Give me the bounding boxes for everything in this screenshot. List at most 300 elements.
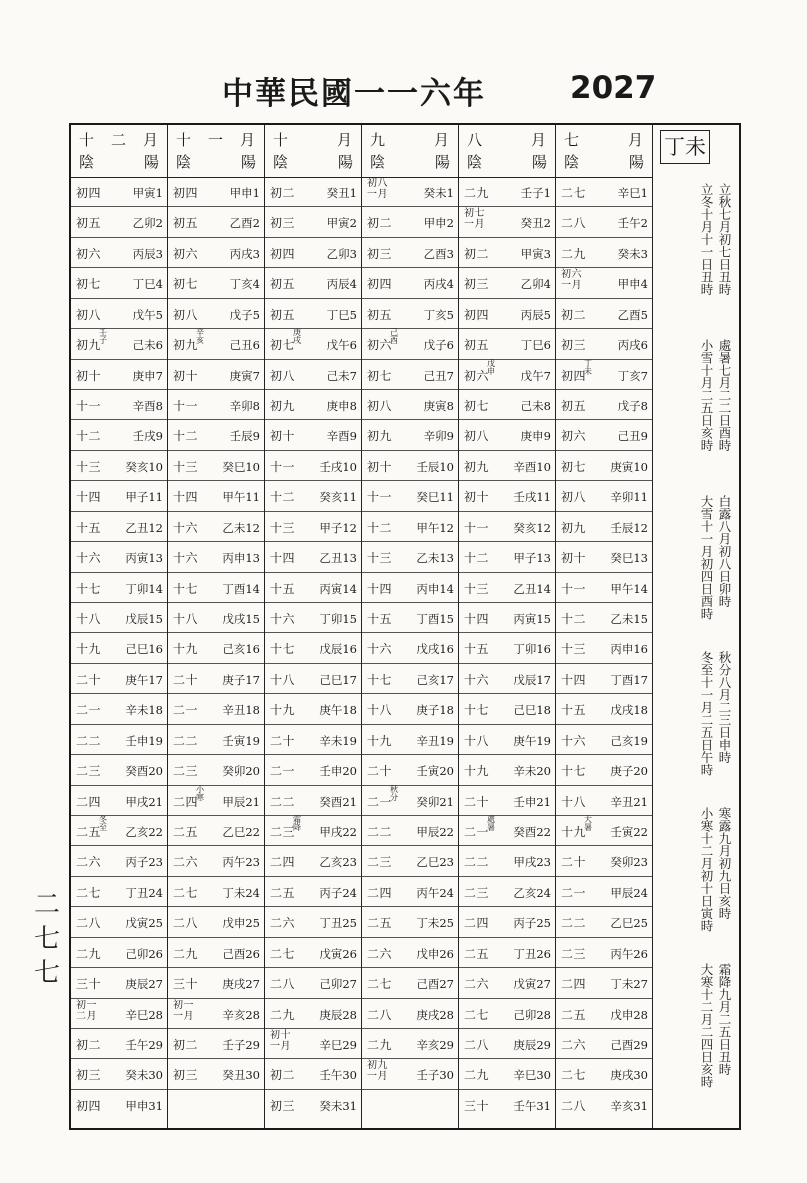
lunar-date: 十四 [173,490,199,505]
lunar-date: 二五 [173,825,199,840]
ganzhi-solar-date: 壬戌10 [319,459,357,474]
ganzhi-solar-date: 己丑6 [229,338,260,353]
lunar-date: 十三 [464,581,490,596]
day-cell [459,664,555,694]
day-cell [168,177,264,207]
day-cell [556,694,652,724]
day-cell [362,938,458,968]
lunar-date: 二十 [561,855,587,870]
lunar-date: 十五 [464,642,490,657]
lunar-date: 二三 [270,825,296,840]
lunar-date: 十六 [367,642,393,657]
ganzhi-solar-date: 丁酉14 [222,581,260,596]
lunar-date: 十六 [464,672,490,687]
ganzhi-solar-date: 己卯26 [125,946,163,961]
lunar-date: 十九 [270,703,296,718]
ganzhi-solar-date: 甲辰22 [416,825,454,840]
ganzhi-solar-date: 癸未31 [319,1098,357,1113]
day-cell [459,542,555,572]
lunar-date: 十四 [270,551,296,566]
lunar-date: 二八 [76,916,102,931]
month-name: 十 一 月 [176,131,256,149]
solar-terms-list [655,183,735,1123]
lunar-date: 初九 [464,459,490,474]
ganzhi-solar-date: 壬子30 [416,1068,454,1083]
day-cell [556,633,652,663]
day-cell [362,1059,458,1089]
ganzhi-solar-date: 庚寅8 [423,399,454,413]
ganzhi-solar-date: 丁未24 [222,885,260,900]
day-cell [168,664,264,694]
ganzhi-solar-date: 庚辰29 [513,1038,551,1053]
ganzhi-solar-date: 庚午18 [319,703,357,718]
day-cell [265,1090,361,1120]
lunar-date: 初三 [76,1068,102,1083]
solar-header: 陽 [143,153,159,171]
ganzhi-solar-date: 己酉26 [222,946,260,961]
day-cell [71,512,167,542]
lunar-date: 初九 [270,399,296,413]
lunar-date: 初八 [561,490,587,505]
day-cell [71,694,167,724]
day-cell [459,207,555,237]
ganzhi-solar-date: 己丑9 [617,429,648,444]
day-cell [459,725,555,755]
day-cell [71,390,167,420]
lunar-date: 初八 [76,307,102,322]
ganzhi-solar-date: 丁亥4 [229,277,260,292]
lunar-date: 初九 一月 [367,1060,388,1083]
lunar-date: 初四 [270,246,296,261]
lunar-date: 十七 [464,703,490,718]
lunar-date: 十二 [270,490,296,505]
lunar-header: 陰 [564,153,580,171]
day-cell [459,238,555,268]
handwritten-note: 處暑 [487,815,495,833]
lunar-date: 初三 [561,338,587,353]
solar-term-entry: 大雪十一月初四日酉時 [699,495,714,620]
lunar-date: 二九 [173,946,199,961]
month-header [265,125,361,178]
ganzhi-solar-date: 甲申31 [125,1098,163,1113]
day-cell [459,512,555,542]
day-cell [362,968,458,998]
day-cell [362,238,458,268]
lunar-date: 初五 [464,338,490,353]
day-cell [459,968,555,998]
lunar-date: 初四 [76,186,102,200]
ganzhi-solar-date: 庚午19 [513,733,551,748]
ganzhi-solar-date: 癸丑2 [520,216,551,231]
month-column [556,125,653,1128]
handwritten-note: 冬至 [99,815,107,833]
ganzhi-solar-date: 甲寅2 [326,216,357,231]
page-year: 2027 [570,70,657,106]
ganzhi-solar-date: 庚戌27 [222,977,260,992]
day-cell [459,451,555,481]
ganzhi-solar-date: 甲辰24 [610,885,648,900]
day-cell [556,177,652,207]
ganzhi-solar-date: 戊申28 [610,1007,648,1022]
day-cell [71,299,167,329]
solar-header: 陽 [628,153,644,171]
day-cell [556,451,652,481]
ganzhi-solar-date: 庚申8 [326,399,357,413]
day-cell [459,907,555,937]
day-cell [71,1059,167,1089]
solar-term-entry: 小寒十二月初十日寅時 [699,807,714,932]
lunar-date: 初八 一月 [367,178,388,200]
lunar-date: 二七 [561,186,587,200]
lunar-date: 二七 [76,885,102,900]
day-cell [168,968,264,998]
day-cell [265,968,361,998]
ganzhi-solar-date: 丁亥5 [423,307,454,322]
lunar-date: 三十 [173,977,199,992]
lunar-date: 初七 [76,277,102,292]
ganzhi-solar-date: 己未7 [326,368,357,383]
ganzhi-solar-date: 癸未30 [125,1068,163,1083]
lunar-date: 十六 [561,733,587,748]
ganzhi-solar-date: 乙卯3 [326,246,357,261]
ganzhi-solar-date: 戊辰16 [319,642,357,657]
lunar-date: 初五 [270,277,296,292]
ganzhi-solar-date: 壬戌9 [132,429,163,444]
ganzhi-solar-date: 戊辰17 [513,672,551,687]
ganzhi-solar-date: 辛卯9 [423,429,454,444]
day-cell [71,664,167,694]
lunar-date: 初二 [561,307,587,322]
ganzhi-solar-date: 丁卯16 [513,642,551,657]
lunar-date: 十三 [561,642,587,657]
ganzhi-solar-date: 丙辰3 [132,246,163,261]
day-cell [265,846,361,876]
lunar-date: 十九 [76,642,102,657]
day-cell [362,299,458,329]
day-cell [556,238,652,268]
ganzhi-solar-date: 乙酉5 [617,307,648,322]
ganzhi-solar-date: 己未8 [520,399,551,413]
lunar-date: 初八 [367,399,393,413]
lunar-date: 二三 [561,946,587,961]
day-cell [265,207,361,237]
day-cell [71,207,167,237]
ganzhi-solar-date: 丙申14 [416,581,454,596]
lunar-date: 二二 [76,733,102,748]
lunar-date: 初四 [561,368,587,383]
lunar-date: 二一 [464,825,490,840]
day-cell [459,1029,555,1059]
day-cell [459,938,555,968]
day-cell [556,664,652,694]
lunar-date: 初六 一月 [561,269,582,292]
day-cell [459,268,555,298]
ganzhi-solar-date: 甲申2 [423,216,454,231]
ganzhi-solar-date: 庚辰27 [125,977,163,992]
solar-term-entry: 秋分八月二三日申時 [717,651,732,764]
lunar-date: 十六 [173,520,199,535]
ganzhi-solar-date: 庚寅7 [229,368,260,383]
ganzhi-solar-date: 戊午7 [520,368,551,383]
ganzhi-solar-date: 戊寅26 [319,946,357,961]
ganzhi-solar-date: 壬午29 [125,1038,163,1053]
lunar-date: 十一 [76,399,102,413]
day-cell [265,451,361,481]
day-cell [556,390,652,420]
ganzhi-solar-date: 辛未20 [513,764,551,779]
day-cell [71,968,167,998]
lunar-date: 十七 [173,581,199,596]
lunar-date: 初八 [270,368,296,383]
lunar-date: 二八 [464,1038,490,1053]
lunar-date: 初一 二月 [76,999,97,1022]
lunar-date: 初二 [270,186,296,200]
ganzhi-solar-date: 癸未1 [423,186,454,200]
day-cell [556,542,652,572]
ganzhi-solar-date: 庚申9 [520,429,551,444]
ganzhi-solar-date: 乙酉3 [423,246,454,261]
day-cell [265,481,361,511]
month-column [71,125,168,1128]
day-cell [362,999,458,1029]
month-name: 七 月 [564,131,644,149]
ganzhi-solar-date: 乙卯2 [132,216,163,231]
lunar-date: 初七 [173,277,199,292]
day-cell [265,1059,361,1089]
day-cell [168,481,264,511]
lunar-date: 二三 [464,885,490,900]
ganzhi-solar-date: 己巳18 [513,703,551,718]
day-cell [362,512,458,542]
month-header [71,125,167,178]
day-cell [71,877,167,907]
lunar-date: 二十 [76,672,102,687]
lunar-date: 十三 [270,520,296,535]
ganzhi-solar-date: 乙亥22 [125,825,163,840]
lunar-date: 初十 [270,429,296,444]
day-cell [168,633,264,663]
ganzhi-solar-date: 丙戌4 [423,277,454,292]
ganzhi-solar-date: 壬寅19 [222,733,260,748]
ganzhi-solar-date: 戊戌15 [222,612,260,627]
lunar-date: 二四 [561,977,587,992]
lunar-date: 十九 [367,733,393,748]
lunar-date: 初十 [173,368,199,383]
handwritten-note: 小寒 [196,784,204,802]
lunar-date: 十一 [464,520,490,535]
day-cell [556,299,652,329]
lunar-date: 初三 [464,277,490,292]
day-cell [71,816,167,846]
ganzhi-solar-date: 癸卯21 [416,794,454,809]
lunar-date: 初三 [270,216,296,231]
lunar-date: 初七 [270,338,296,353]
day-cell [71,1029,167,1059]
solar-term-entry: 小雪十月二五日亥時 [699,339,714,452]
lunar-date: 二二 [464,855,490,870]
lunar-date: 十三 [173,459,199,474]
lunar-date: 初十 [367,459,393,474]
month-column [265,125,362,1128]
day-cell [362,725,458,755]
day-cell [459,816,555,846]
lunar-date: 十七 [367,672,393,687]
ganzhi-solar-date: 甲辰21 [222,794,260,809]
lunar-date: 二八 [561,1098,587,1113]
lunar-date: 十二 [76,429,102,444]
ganzhi-solar-date: 癸丑30 [222,1068,260,1083]
solar-term-entry: 冬至十一月二五日午時 [699,651,714,776]
ganzhi-solar-date: 庚辰28 [319,1007,357,1022]
ganzhi-solar-date: 丁未27 [610,977,648,992]
day-cell [265,1029,361,1059]
ganzhi-solar-date: 丙辰5 [520,307,551,322]
ganzhi-solar-date: 甲寅1 [132,186,163,200]
day-cell [168,816,264,846]
lunar-date: 二八 [561,216,587,231]
ganzhi-solar-date: 己丑7 [423,368,454,383]
day-cell [265,877,361,907]
day-cell [71,755,167,785]
lunar-date: 二一 [76,703,102,718]
day-cell [168,390,264,420]
solar-header: 陽 [531,153,547,171]
lunar-date: 初五 [561,399,587,413]
lunar-date: 十二 [173,429,199,444]
lunar-date: 十一 [561,581,587,596]
ganzhi-solar-date: 己酉29 [610,1038,648,1053]
ganzhi-solar-date: 辛未18 [125,703,163,718]
lunar-date: 十四 [76,490,102,505]
day-cell [459,877,555,907]
lunar-date: 三十 [464,1098,490,1113]
solar-term-entry: 白露八月初八日卯時 [717,495,732,608]
lunar-date: 十二 [367,520,393,535]
day-cell [556,786,652,816]
day-cell [459,177,555,207]
day-cell [168,238,264,268]
lunar-date: 十九 [173,642,199,657]
month-header [459,125,555,178]
ganzhi-solar-date: 辛酉9 [326,429,357,444]
handwritten-note: 霜降 [293,815,301,833]
ganzhi-solar-date: 癸卯20 [222,764,260,779]
solar-term-entry: 立冬十月十一日丑時 [699,183,714,296]
ganzhi-solar-date: 癸巳11 [416,490,454,505]
day-cell [556,360,652,390]
lunar-date: 三十 [76,977,102,992]
ganzhi-solar-date: 壬辰9 [229,429,260,444]
lunar-date: 二七 [173,885,199,900]
ganzhi-solar-date: 甲戌21 [125,794,163,809]
handwritten-note: 戊申 [487,358,495,376]
solar-header: 陽 [337,153,353,171]
ganzhi-solar-date: 甲申1 [229,186,260,200]
ganzhi-solar-date: 丁丑24 [125,885,163,900]
lunar-date: 二七 [561,1068,587,1083]
ganzhi-solar-date: 癸卯23 [610,855,648,870]
ganzhi-solar-date: 辛未19 [319,733,357,748]
day-cell [265,938,361,968]
ganzhi-solar-date: 癸亥11 [319,490,357,505]
ganzhi-solar-date: 丁卯14 [125,581,163,596]
ganzhi-solar-date: 壬申20 [319,764,357,779]
day-cell [265,573,361,603]
ganzhi-solar-date: 辛亥29 [416,1038,454,1053]
day-cell [459,1090,555,1120]
lunar-date: 二四 [367,885,393,900]
lunar-date: 初八 [173,307,199,322]
solar-term-entry: 處暑七月二二日酉時 [717,339,732,452]
month-header [556,125,652,178]
ganzhi-solar-date: 己亥16 [222,642,260,657]
lunar-date: 二十 [173,672,199,687]
day-cell [556,1090,652,1120]
lunar-date: 二九 [367,1038,393,1053]
day-cell [556,846,652,876]
day-cell [459,999,555,1029]
lunar-date: 初四 [367,277,393,292]
ganzhi-solar-date: 戊午5 [132,307,163,322]
day-cell [168,877,264,907]
day-cell [362,573,458,603]
lunar-date: 十八 [464,733,490,748]
month-name: 十 月 [273,131,353,149]
ganzhi-solar-date: 癸丑1 [326,186,357,200]
day-cell [459,299,555,329]
day-cell [265,755,361,785]
lunar-date: 二六 [367,946,393,961]
month-header [362,125,458,178]
ganzhi-solar-date: 己酉27 [416,977,454,992]
day-cell [71,238,167,268]
day-cell [556,207,652,237]
ganzhi-solar-date: 乙巳22 [222,825,260,840]
ganzhi-solar-date: 辛丑19 [416,733,454,748]
lunar-date: 十五 [270,581,296,596]
handwritten-note: 庚戌 [293,328,301,346]
ganzhi-solar-date: 丙戌3 [229,246,260,261]
ganzhi-solar-date: 辛卯8 [229,399,260,413]
lunar-date: 初三 [270,1098,296,1113]
day-cell [265,299,361,329]
lunar-date: 初二 [173,1038,199,1053]
ganzhi-solar-date: 甲午11 [222,490,260,505]
ganzhi-solar-date: 辛巳30 [513,1068,551,1083]
lunar-date: 二四 [464,916,490,931]
ganzhi-solar-date: 乙未12 [222,520,260,535]
ganzhi-solar-date: 甲午12 [416,520,454,535]
ganzhi-solar-date: 辛酉10 [513,459,551,474]
ganzhi-solar-date: 庚子18 [416,703,454,718]
day-cell [362,390,458,420]
day-cell [362,603,458,633]
day-cell [362,268,458,298]
day-cell [459,694,555,724]
ganzhi-solar-date: 丁巳5 [326,307,357,322]
day-cell [556,1029,652,1059]
calendar-table [69,123,741,1130]
lunar-date: 二四 [270,855,296,870]
day-cell [71,1090,167,1120]
day-cell [362,481,458,511]
lunar-date: 十二 [561,612,587,627]
day-cell [265,268,361,298]
ganzhi-solar-date: 戊寅25 [125,916,163,931]
day-cell [556,512,652,542]
day-cell [168,268,264,298]
day-cell [459,329,555,359]
